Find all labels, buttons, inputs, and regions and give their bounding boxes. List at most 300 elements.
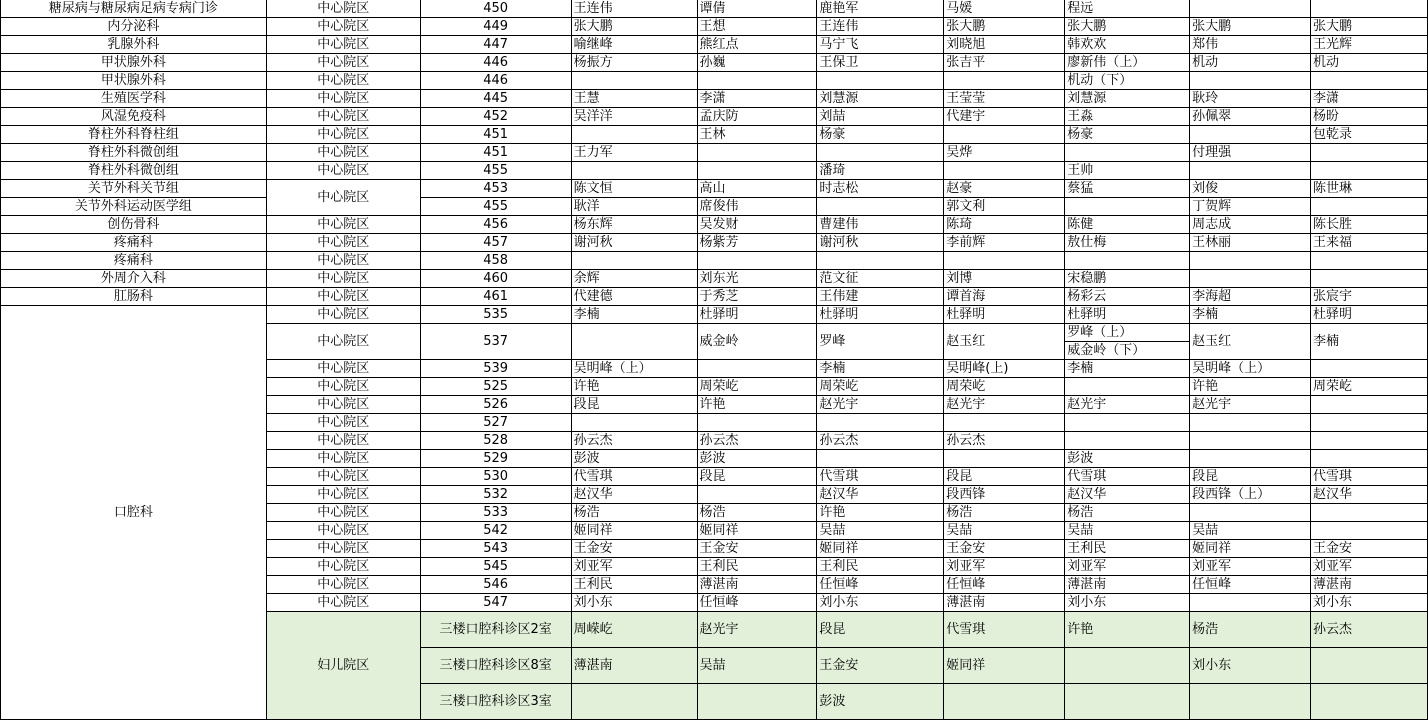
doctor-cell[interactable] bbox=[697, 414, 817, 432]
doctor-cell[interactable] bbox=[571, 324, 697, 360]
room-cell[interactable]: 461 bbox=[420, 288, 571, 306]
doctor-cell[interactable]: 蔡猛 bbox=[1065, 180, 1190, 198]
doctor-cell[interactable]: 于秀芝 bbox=[697, 288, 817, 306]
room-cell[interactable]: 449 bbox=[420, 18, 571, 36]
doctor-cell[interactable]: 王想 bbox=[697, 18, 817, 36]
doctor-cell[interactable]: 孙云杰 bbox=[944, 432, 1065, 450]
doctor-cell[interactable]: 孙云杰 bbox=[697, 432, 817, 450]
doctor-cell[interactable]: 王利民 bbox=[571, 576, 697, 594]
doctor-cell[interactable]: 吴喆 bbox=[1065, 522, 1190, 540]
department-cell[interactable]: 外周介入科 bbox=[1, 270, 267, 288]
doctor-cell[interactable]: 彭波 bbox=[817, 684, 944, 720]
doctor-cell[interactable]: 吴明峰（上） bbox=[1190, 360, 1311, 378]
doctor-cell[interactable]: 段昆 bbox=[1190, 468, 1311, 486]
doctor-cell[interactable] bbox=[1311, 684, 1428, 720]
doctor-cell[interactable]: 陈文恒 bbox=[571, 180, 697, 198]
doctor-cell[interactable] bbox=[1190, 72, 1311, 90]
room-cell[interactable]: 451 bbox=[420, 126, 571, 144]
doctor-cell[interactable]: 马媛 bbox=[944, 0, 1065, 18]
doctor-cell[interactable]: 余辉 bbox=[571, 270, 697, 288]
doctor-cell[interactable] bbox=[571, 126, 697, 144]
campus-cell[interactable]: 中心院区 bbox=[266, 0, 420, 18]
doctor-cell[interactable] bbox=[1065, 144, 1190, 162]
campus-cell[interactable]: 中心院区 bbox=[266, 432, 420, 450]
doctor-cell[interactable]: 耿玲 bbox=[1190, 90, 1311, 108]
doctor-cell[interactable]: 谭首海 bbox=[944, 288, 1065, 306]
doctor-cell[interactable]: 刘亚军 bbox=[571, 558, 697, 576]
doctor-cell[interactable] bbox=[1065, 252, 1190, 270]
campus-cell[interactable]: 中心院区 bbox=[266, 324, 420, 360]
doctor-cell[interactable] bbox=[817, 414, 944, 432]
room-cell[interactable]: 537 bbox=[420, 324, 571, 360]
doctor-cell[interactable]: 刘慧源 bbox=[1065, 90, 1190, 108]
doctor-cell[interactable] bbox=[571, 162, 697, 180]
doctor-cell[interactable]: 刘亚军 bbox=[1065, 558, 1190, 576]
room-cell[interactable]: 529 bbox=[420, 450, 571, 468]
room-cell[interactable]: 445 bbox=[420, 90, 571, 108]
doctor-cell[interactable]: 机动 bbox=[1311, 54, 1428, 72]
doctor-cell[interactable]: 赵汉华 bbox=[571, 486, 697, 504]
doctor-cell[interactable]: 潘琦 bbox=[817, 162, 944, 180]
campus-cell[interactable]: 中心院区 bbox=[266, 72, 420, 90]
campus-cell[interactable]: 中心院区 bbox=[266, 90, 420, 108]
doctor-cell[interactable] bbox=[1190, 126, 1311, 144]
doctor-cell[interactable]: 宋稳鹏 bbox=[1065, 270, 1190, 288]
campus-cell[interactable]: 中心院区 bbox=[266, 468, 420, 486]
doctor-cell[interactable] bbox=[1190, 432, 1311, 450]
doctor-cell[interactable]: 王伟建 bbox=[817, 288, 944, 306]
doctor-cell[interactable] bbox=[571, 252, 697, 270]
doctor-cell[interactable] bbox=[1190, 252, 1311, 270]
doctor-cell[interactable]: 杨浩 bbox=[697, 504, 817, 522]
department-cell[interactable]: 疼痛科 bbox=[1, 234, 267, 252]
campus-cell[interactable]: 中心院区 bbox=[266, 54, 420, 72]
doctor-cell[interactable]: 孙云杰 bbox=[1311, 612, 1428, 648]
doctor-cell[interactable] bbox=[697, 486, 817, 504]
doctor-cell[interactable]: 刘亚军 bbox=[1311, 558, 1428, 576]
doctor-cell[interactable]: 姬同祥 bbox=[697, 522, 817, 540]
campus-cell[interactable]: 中心院区 bbox=[266, 234, 420, 252]
doctor-cell[interactable] bbox=[1311, 0, 1428, 18]
doctor-cell[interactable]: 赵光宇 bbox=[697, 612, 817, 648]
doctor-cell[interactable]: 吴明峰(上) bbox=[944, 360, 1065, 378]
doctor-cell[interactable]: 廖新伟（上） bbox=[1065, 54, 1190, 72]
campus-cell[interactable]: 中心院区 bbox=[266, 18, 420, 36]
doctor-cell[interactable]: 丁贺辉 bbox=[1190, 198, 1311, 216]
room-cell[interactable]: 546 bbox=[420, 576, 571, 594]
doctor-cell[interactable]: 段西锋（上） bbox=[1190, 486, 1311, 504]
doctor-cell[interactable]: 代雪琪 bbox=[1311, 468, 1428, 486]
doctor-cell[interactable] bbox=[697, 360, 817, 378]
doctor-cell[interactable] bbox=[1065, 378, 1190, 396]
doctor-cell[interactable]: 吴洋洋 bbox=[571, 108, 697, 126]
doctor-cell[interactable] bbox=[1190, 270, 1311, 288]
room-cell[interactable]: 450 bbox=[420, 0, 571, 18]
doctor-cell[interactable]: 赵汉华 bbox=[1311, 486, 1428, 504]
room-cell[interactable]: 530 bbox=[420, 468, 571, 486]
doctor-cell[interactable]: 吴喆 bbox=[944, 522, 1065, 540]
doctor-cell[interactable]: 李楠 bbox=[1190, 306, 1311, 324]
department-cell[interactable]: 脊柱外科微创组 bbox=[1, 144, 267, 162]
doctor-cell[interactable] bbox=[1190, 414, 1311, 432]
doctor-cell[interactable]: 陈长胜 bbox=[1311, 216, 1428, 234]
campus-cell[interactable]: 中心院区 bbox=[266, 306, 420, 324]
doctor-cell[interactable]: 代建德 bbox=[571, 288, 697, 306]
doctor-cell[interactable]: 威金岭（下） bbox=[1065, 342, 1190, 360]
doctor-cell[interactable]: 熊红点 bbox=[697, 36, 817, 54]
doctor-cell[interactable]: 敖仕梅 bbox=[1065, 234, 1190, 252]
department-cell[interactable]: 脊柱外科脊柱组 bbox=[1, 126, 267, 144]
doctor-cell[interactable]: 王金安 bbox=[817, 648, 944, 684]
doctor-cell[interactable]: 马宁飞 bbox=[817, 36, 944, 54]
campus-cell[interactable]: 中心院区 bbox=[266, 270, 420, 288]
doctor-cell[interactable]: 杨豪 bbox=[817, 126, 944, 144]
doctor-cell[interactable]: 李前辉 bbox=[944, 234, 1065, 252]
room-cell[interactable]: 三楼口腔科诊区2室 bbox=[420, 612, 571, 648]
doctor-cell[interactable]: 刘小东 bbox=[571, 594, 697, 612]
doctor-cell[interactable]: 赵汉华 bbox=[817, 486, 944, 504]
doctor-cell[interactable]: 王利民 bbox=[817, 558, 944, 576]
doctor-cell[interactable]: 刘慧源 bbox=[817, 90, 944, 108]
doctor-cell[interactable]: 威金岭 bbox=[697, 324, 817, 360]
doctor-cell[interactable] bbox=[817, 72, 944, 90]
doctor-cell[interactable]: 刘喆 bbox=[817, 108, 944, 126]
doctor-cell[interactable] bbox=[817, 450, 944, 468]
doctor-cell[interactable]: 王利民 bbox=[697, 558, 817, 576]
doctor-cell[interactable]: 刘小东 bbox=[1065, 594, 1190, 612]
doctor-cell[interactable]: 郑伟 bbox=[1190, 36, 1311, 54]
doctor-cell[interactable]: 薄湛南 bbox=[571, 648, 697, 684]
doctor-cell[interactable] bbox=[1311, 648, 1428, 684]
doctor-cell[interactable]: 杨彩云 bbox=[1065, 288, 1190, 306]
doctor-cell[interactable]: 吴喆 bbox=[697, 648, 817, 684]
doctor-cell[interactable]: 杨浩 bbox=[571, 504, 697, 522]
doctor-cell[interactable] bbox=[1065, 432, 1190, 450]
doctor-cell[interactable] bbox=[1311, 360, 1428, 378]
campus-cell[interactable]: 中心院区 bbox=[266, 522, 420, 540]
campus-cell[interactable]: 中心院区 bbox=[266, 486, 420, 504]
doctor-cell[interactable] bbox=[817, 144, 944, 162]
doctor-cell[interactable]: 任恒峰 bbox=[817, 576, 944, 594]
doctor-cell[interactable]: 耿洋 bbox=[571, 198, 697, 216]
doctor-cell[interactable]: 代雪琪 bbox=[817, 468, 944, 486]
doctor-cell[interactable]: 李楠 bbox=[571, 306, 697, 324]
campus-cell[interactable]: 中心院区 bbox=[266, 504, 420, 522]
doctor-cell[interactable] bbox=[1190, 162, 1311, 180]
doctor-cell[interactable]: 薄湛南 bbox=[1311, 576, 1428, 594]
doctor-cell[interactable]: 罗峰 bbox=[817, 324, 944, 360]
doctor-cell[interactable]: 张大鹏 bbox=[1190, 18, 1311, 36]
room-cell[interactable]: 542 bbox=[420, 522, 571, 540]
campus-cell[interactable]: 中心院区 bbox=[266, 216, 420, 234]
doctor-cell[interactable]: 代雪琪 bbox=[1065, 468, 1190, 486]
doctor-cell[interactable]: 代建宇 bbox=[944, 108, 1065, 126]
doctor-cell[interactable]: 姬同祥 bbox=[571, 522, 697, 540]
doctor-cell[interactable]: 杜驿明 bbox=[1065, 306, 1190, 324]
campus-cell[interactable]: 中心院区 bbox=[266, 144, 420, 162]
doctor-cell[interactable]: 薄湛南 bbox=[1065, 576, 1190, 594]
doctor-cell[interactable]: 周荣屹 bbox=[1311, 378, 1428, 396]
department-cell[interactable]: 疼痛科 bbox=[1, 252, 267, 270]
doctor-cell[interactable]: 赵光宇 bbox=[1190, 396, 1311, 414]
room-cell[interactable]: 453 bbox=[420, 180, 571, 198]
campus-cell[interactable]: 中心院区 bbox=[266, 108, 420, 126]
doctor-cell[interactable]: 许艳 bbox=[571, 378, 697, 396]
room-cell[interactable]: 457 bbox=[420, 234, 571, 252]
room-cell[interactable]: 三楼口腔科诊区3室 bbox=[420, 684, 571, 720]
doctor-cell[interactable]: 任恒峰 bbox=[1190, 576, 1311, 594]
doctor-cell[interactable]: 周志成 bbox=[1190, 216, 1311, 234]
department-cell[interactable]: 乳腺外科 bbox=[1, 36, 267, 54]
doctor-cell[interactable]: 段昆 bbox=[817, 612, 944, 648]
doctor-cell[interactable]: 杨浩 bbox=[944, 504, 1065, 522]
doctor-cell[interactable]: 刘东光 bbox=[697, 270, 817, 288]
doctor-cell[interactable]: 李楠 bbox=[1311, 324, 1428, 360]
doctor-cell[interactable] bbox=[1190, 684, 1311, 720]
doctor-cell[interactable] bbox=[1311, 522, 1428, 540]
doctor-cell[interactable]: 李楠 bbox=[817, 360, 944, 378]
doctor-cell[interactable]: 许艳 bbox=[1065, 612, 1190, 648]
room-cell[interactable]: 535 bbox=[420, 306, 571, 324]
doctor-cell[interactable]: 王慧 bbox=[571, 90, 697, 108]
room-cell[interactable]: 452 bbox=[420, 108, 571, 126]
campus-cell[interactable]: 中心院区 bbox=[266, 378, 420, 396]
campus-cell[interactable]: 中心院区 bbox=[266, 540, 420, 558]
room-cell[interactable]: 451 bbox=[420, 144, 571, 162]
doctor-cell[interactable]: 杜驿明 bbox=[697, 306, 817, 324]
doctor-cell[interactable]: 杨东辉 bbox=[571, 216, 697, 234]
room-cell[interactable]: 528 bbox=[420, 432, 571, 450]
doctor-cell[interactable]: 赵汉华 bbox=[1065, 486, 1190, 504]
room-cell[interactable]: 456 bbox=[420, 216, 571, 234]
campus-cell[interactable]: 中心院区 bbox=[266, 594, 420, 612]
doctor-cell[interactable] bbox=[944, 684, 1065, 720]
doctor-cell[interactable]: 张大鹏 bbox=[571, 18, 697, 36]
department-cell[interactable]: 脊柱外科微创组 bbox=[1, 162, 267, 180]
doctor-cell[interactable] bbox=[697, 72, 817, 90]
doctor-cell[interactable] bbox=[1311, 252, 1428, 270]
doctor-cell[interactable]: 谢河秋 bbox=[817, 234, 944, 252]
doctor-cell[interactable]: 杨振方 bbox=[571, 54, 697, 72]
room-cell[interactable]: 460 bbox=[420, 270, 571, 288]
campus-cell[interactable]: 中心院区 bbox=[266, 36, 420, 54]
doctor-cell[interactable] bbox=[1311, 432, 1428, 450]
doctor-cell[interactable]: 张大鹏 bbox=[1311, 18, 1428, 36]
doctor-cell[interactable]: 姬同祥 bbox=[1190, 540, 1311, 558]
doctor-cell[interactable]: 段昆 bbox=[944, 468, 1065, 486]
room-cell[interactable]: 539 bbox=[420, 360, 571, 378]
department-cell[interactable]: 肛肠科 bbox=[1, 288, 267, 306]
department-cell[interactable]: 关节外科关节组 bbox=[1, 180, 267, 198]
campus-cell[interactable]: 中心院区 bbox=[266, 360, 420, 378]
doctor-cell[interactable]: 吴明峰（上） bbox=[571, 360, 697, 378]
doctor-cell[interactable]: 周荣屹 bbox=[817, 378, 944, 396]
doctor-cell[interactable]: 彭波 bbox=[571, 450, 697, 468]
doctor-cell[interactable]: 吴喆 bbox=[817, 522, 944, 540]
doctor-cell[interactable] bbox=[1190, 450, 1311, 468]
doctor-cell[interactable]: 谢河秋 bbox=[571, 234, 697, 252]
doctor-cell[interactable]: 王保卫 bbox=[817, 54, 944, 72]
doctor-cell[interactable]: 代雪琪 bbox=[571, 468, 697, 486]
doctor-cell[interactable]: 赵光宇 bbox=[817, 396, 944, 414]
doctor-cell[interactable]: 王金安 bbox=[571, 540, 697, 558]
room-cell[interactable]: 455 bbox=[420, 198, 571, 216]
doctor-cell[interactable]: 赵光宇 bbox=[1065, 396, 1190, 414]
doctor-cell[interactable]: 刘亚军 bbox=[1190, 558, 1311, 576]
campus-cell[interactable]: 妇儿院区 bbox=[266, 612, 420, 720]
room-cell[interactable]: 525 bbox=[420, 378, 571, 396]
doctor-cell[interactable] bbox=[1065, 198, 1190, 216]
doctor-cell[interactable]: 杨昐 bbox=[1311, 108, 1428, 126]
doctor-cell[interactable]: 王力军 bbox=[571, 144, 697, 162]
room-cell[interactable]: 446 bbox=[420, 72, 571, 90]
campus-cell[interactable]: 中心院区 bbox=[266, 126, 420, 144]
doctor-cell[interactable] bbox=[944, 162, 1065, 180]
doctor-cell[interactable]: 代雪琪 bbox=[944, 612, 1065, 648]
doctor-cell[interactable]: 喻继峰 bbox=[571, 36, 697, 54]
doctor-cell[interactable]: 王帅 bbox=[1065, 162, 1190, 180]
doctor-cell[interactable] bbox=[571, 414, 697, 432]
doctor-cell[interactable] bbox=[697, 162, 817, 180]
doctor-cell[interactable]: 杨浩 bbox=[1065, 504, 1190, 522]
room-cell[interactable]: 547 bbox=[420, 594, 571, 612]
doctor-cell[interactable]: 姬同祥 bbox=[944, 648, 1065, 684]
doctor-cell[interactable] bbox=[1311, 450, 1428, 468]
doctor-cell[interactable]: 李潇 bbox=[1311, 90, 1428, 108]
doctor-cell[interactable]: 王金安 bbox=[944, 540, 1065, 558]
campus-cell[interactable]: 中心院区 bbox=[266, 558, 420, 576]
doctor-cell[interactable]: 张宸宇 bbox=[1311, 288, 1428, 306]
room-cell[interactable]: 543 bbox=[420, 540, 571, 558]
doctor-cell[interactable]: 张吉平 bbox=[944, 54, 1065, 72]
doctor-cell[interactable] bbox=[1190, 594, 1311, 612]
doctor-cell[interactable]: 王林丽 bbox=[1190, 234, 1311, 252]
doctor-cell[interactable]: 刘博 bbox=[944, 270, 1065, 288]
doctor-cell[interactable]: 彭波 bbox=[1065, 450, 1190, 468]
doctor-cell[interactable]: 周荣屹 bbox=[944, 378, 1065, 396]
doctor-cell[interactable]: 罗峰（上） bbox=[1065, 324, 1190, 342]
doctor-cell[interactable] bbox=[1311, 198, 1428, 216]
doctor-cell[interactable]: 王利民 bbox=[1065, 540, 1190, 558]
campus-cell[interactable]: 中心院区 bbox=[266, 252, 420, 270]
room-cell[interactable]: 458 bbox=[420, 252, 571, 270]
doctor-cell[interactable] bbox=[1065, 684, 1190, 720]
doctor-cell[interactable] bbox=[944, 72, 1065, 90]
doctor-cell[interactable]: 王金安 bbox=[1311, 540, 1428, 558]
doctor-cell[interactable]: 机动（下） bbox=[1065, 72, 1190, 90]
doctor-cell[interactable] bbox=[1311, 72, 1428, 90]
doctor-cell[interactable]: 段西锋 bbox=[944, 486, 1065, 504]
doctor-cell[interactable]: 李楠 bbox=[1065, 360, 1190, 378]
doctor-cell[interactable]: 孙云杰 bbox=[571, 432, 697, 450]
doctor-cell[interactable] bbox=[571, 72, 697, 90]
campus-cell[interactable]: 中心院区 bbox=[266, 180, 420, 216]
department-cell[interactable]: 风湿免疫科 bbox=[1, 108, 267, 126]
doctor-cell[interactable] bbox=[1311, 504, 1428, 522]
doctor-cell[interactable]: 杜驿明 bbox=[817, 306, 944, 324]
doctor-cell[interactable]: 高山 bbox=[697, 180, 817, 198]
doctor-cell[interactable] bbox=[571, 684, 697, 720]
department-cell[interactable]: 糖尿病与糖尿病足病专病门诊 bbox=[1, 0, 267, 18]
doctor-cell[interactable] bbox=[1311, 162, 1428, 180]
doctor-cell[interactable]: 鹿艳军 bbox=[817, 0, 944, 18]
doctor-cell[interactable] bbox=[1311, 414, 1428, 432]
doctor-cell[interactable] bbox=[1311, 396, 1428, 414]
department-cell[interactable]: 生殖医学科 bbox=[1, 90, 267, 108]
doctor-cell[interactable]: 杨浩 bbox=[1190, 612, 1311, 648]
campus-cell[interactable]: 中心院区 bbox=[266, 288, 420, 306]
doctor-cell[interactable]: 刘俊 bbox=[1190, 180, 1311, 198]
doctor-cell[interactable]: 赵光宇 bbox=[944, 396, 1065, 414]
doctor-cell[interactable]: 王连伟 bbox=[817, 18, 944, 36]
doctor-cell[interactable] bbox=[944, 252, 1065, 270]
room-cell[interactable]: 545 bbox=[420, 558, 571, 576]
doctor-cell[interactable]: 吴烨 bbox=[944, 144, 1065, 162]
doctor-cell[interactable]: 周嵘屹 bbox=[571, 612, 697, 648]
department-cell[interactable]: 内分泌科 bbox=[1, 18, 267, 36]
doctor-cell[interactable]: 张大鹏 bbox=[1065, 18, 1190, 36]
room-cell[interactable]: 532 bbox=[420, 486, 571, 504]
room-cell[interactable]: 447 bbox=[420, 36, 571, 54]
doctor-cell[interactable]: 周荣屹 bbox=[697, 378, 817, 396]
doctor-cell[interactable]: 杜驿明 bbox=[1311, 306, 1428, 324]
doctor-cell[interactable]: 刘晓旭 bbox=[944, 36, 1065, 54]
doctor-cell[interactable]: 许艳 bbox=[697, 396, 817, 414]
doctor-cell[interactable]: 郭文利 bbox=[944, 198, 1065, 216]
doctor-cell[interactable] bbox=[944, 414, 1065, 432]
doctor-cell[interactable] bbox=[697, 252, 817, 270]
campus-cell[interactable]: 中心院区 bbox=[266, 396, 420, 414]
doctor-cell[interactable] bbox=[1065, 648, 1190, 684]
doctor-cell[interactable]: 曹建伟 bbox=[817, 216, 944, 234]
doctor-cell[interactable]: 张大鹏 bbox=[944, 18, 1065, 36]
doctor-cell[interactable]: 时志松 bbox=[817, 180, 944, 198]
room-cell[interactable]: 527 bbox=[420, 414, 571, 432]
doctor-cell[interactable]: 薄湛南 bbox=[944, 594, 1065, 612]
department-cell[interactable]: 创伤骨科 bbox=[1, 216, 267, 234]
doctor-cell[interactable]: 韩欢欢 bbox=[1065, 36, 1190, 54]
doctor-cell[interactable]: 彭波 bbox=[697, 450, 817, 468]
doctor-cell[interactable]: 孙巍 bbox=[697, 54, 817, 72]
doctor-cell[interactable] bbox=[1311, 144, 1428, 162]
doctor-cell[interactable]: 杜驿明 bbox=[944, 306, 1065, 324]
doctor-cell[interactable]: 王莹莹 bbox=[944, 90, 1065, 108]
doctor-cell[interactable]: 王光辉 bbox=[1311, 36, 1428, 54]
doctor-cell[interactable]: 赵玉红 bbox=[944, 324, 1065, 360]
doctor-cell[interactable] bbox=[697, 684, 817, 720]
campus-cell[interactable]: 中心院区 bbox=[266, 576, 420, 594]
doctor-cell[interactable]: 薄湛南 bbox=[697, 576, 817, 594]
doctor-cell[interactable] bbox=[817, 198, 944, 216]
campus-cell[interactable]: 中心院区 bbox=[266, 414, 420, 432]
doctor-cell[interactable] bbox=[1065, 414, 1190, 432]
doctor-cell[interactable]: 刘小东 bbox=[1311, 594, 1428, 612]
room-cell[interactable]: 三楼口腔科诊区8室 bbox=[420, 648, 571, 684]
doctor-cell[interactable]: 段昆 bbox=[697, 468, 817, 486]
doctor-cell[interactable]: 机动 bbox=[1190, 54, 1311, 72]
doctor-cell[interactable]: 任恒峰 bbox=[944, 576, 1065, 594]
department-cell[interactable]: 甲状腺外科 bbox=[1, 72, 267, 90]
doctor-cell[interactable] bbox=[944, 126, 1065, 144]
doctor-cell[interactable]: 孟庆防 bbox=[697, 108, 817, 126]
room-cell[interactable]: 526 bbox=[420, 396, 571, 414]
doctor-cell[interactable]: 王淼 bbox=[1065, 108, 1190, 126]
doctor-cell[interactable]: 孙云杰 bbox=[817, 432, 944, 450]
doctor-cell[interactable]: 杨豪 bbox=[1065, 126, 1190, 144]
campus-cell[interactable]: 中心院区 bbox=[266, 162, 420, 180]
doctor-cell[interactable] bbox=[817, 252, 944, 270]
doctor-cell[interactable]: 许艳 bbox=[1190, 378, 1311, 396]
